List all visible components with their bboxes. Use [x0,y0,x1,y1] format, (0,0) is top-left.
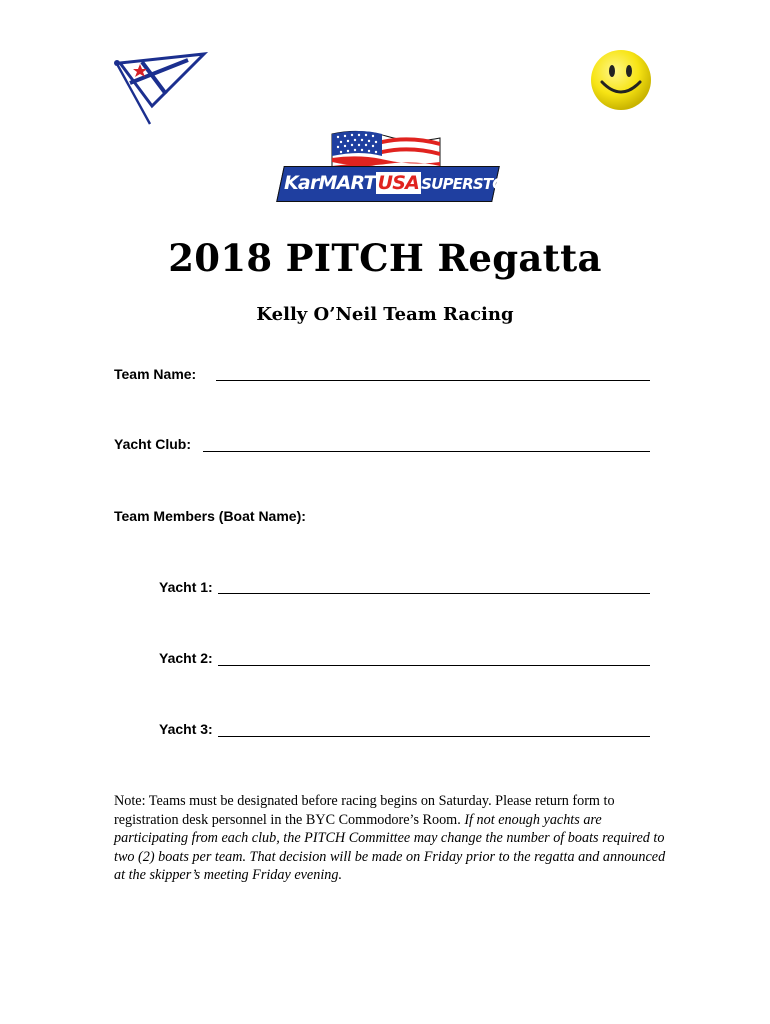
yacht-3-label: Yacht 3: [159,721,213,737]
note-italic-text: If not enough yachts are participating from each club, the PITCH Committee may change the number of boats required to two (2) boats per team. That decision will be made on Friday prior to the regatta and announced at the skipper’s meeting Friday evening. [114,811,666,884]
note-paragraph [114,792,674,885]
yacht-club-line[interactable] [203,451,650,452]
smiley-face-icon [588,46,654,112]
team-name-line[interactable] [216,380,650,381]
logo-brand-usa: USA [377,172,420,194]
club-burgee-flag-icon [108,50,212,126]
team-members-label: Team Members (Boat Name): [114,508,306,524]
yacht-1-label: Yacht 1: [159,579,213,595]
page-subtitle: Kelly O’Neil Team Racing [256,304,514,325]
logo-brand-karmart: KarMART [284,172,376,194]
yacht-2-label: Yacht 2: [159,650,213,666]
yacht-club-label: Yacht Club: [114,436,192,452]
note-regular-text: Note: Teams must be designated before racing begins on Saturday. Please return form to registration desk personnel in the BYC Commodore’s Room. [114,793,615,828]
yacht-2-line[interactable] [218,665,650,666]
karmart-usa-superstores-logo [278,128,535,204]
page-title: 2018 PITCH Regatta [168,236,602,280]
team-name-label: Team Name: [114,366,197,382]
yacht-1-line[interactable] [218,593,650,594]
yacht-3-line[interactable] [218,736,650,737]
logo-brand-superstores: SUPERSTORES [421,175,535,193]
